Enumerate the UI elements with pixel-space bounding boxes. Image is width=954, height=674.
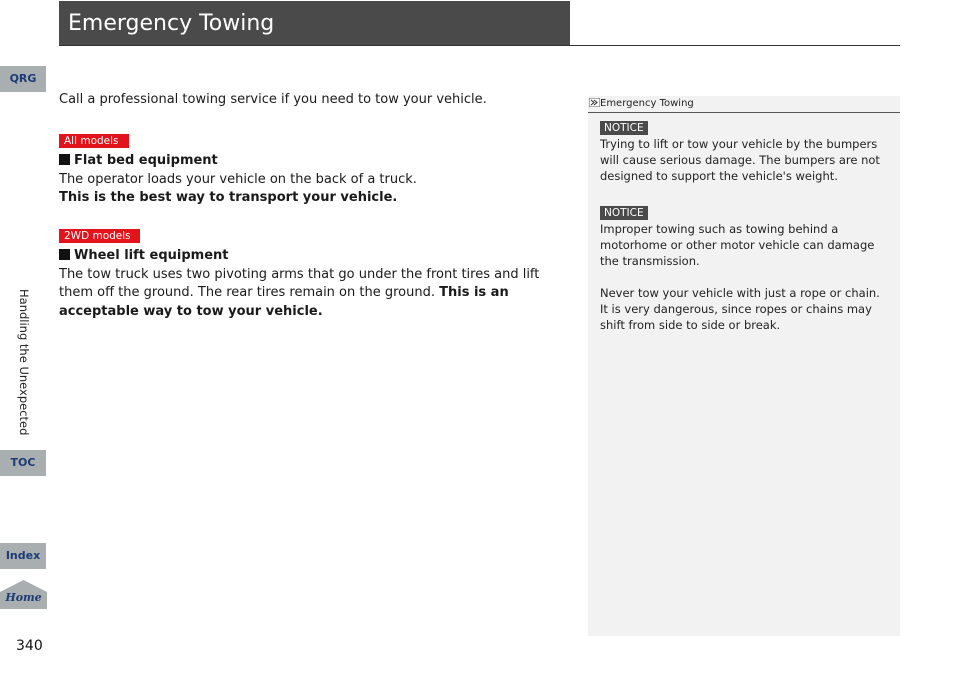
warning-rope-chain: Never tow your vehicle with just a rope or chain. [600,286,880,300]
notice-text-transmission: Improper towing such as towing behind a motorhome or other motor vehicle can damage the transmission. [600,222,875,268]
wheellift-heading: Wheel lift equipment [74,248,229,263]
wheellift-heading-line [59,247,571,266]
square-bullet-icon [59,154,70,165]
home-button[interactable] [0,579,47,609]
sidebar-body [600,119,892,333]
index-tab[interactable]: Index [0,543,46,569]
qrg-tab[interactable]: QRG [0,66,46,92]
sidebar-heading-text: Emergency Towing [600,98,694,109]
main-content [59,91,571,321]
flatbed-heading: Flat bed equipment [74,153,218,168]
section-label: Handling the Unexpected [17,289,31,436]
home-icon [0,579,47,609]
title-divider [59,45,900,46]
reference-arrow-icon [589,98,600,107]
warning-dangerous: It is very dangerous, since ropes or chains may shift from side to side or break. [600,302,872,332]
wheellift-text: The tow truck uses two pivoting arms that go under the front tires and lift them off the ground. The rear tires remain on the ground. [59,266,540,300]
notice-badge: NOTICE [600,121,648,135]
wheellift-emphasis: This is an acceptable way to tow your vehicle. [59,285,509,319]
2wd-models-badge: 2WD models [59,229,140,243]
page-title: Emergency Towing [59,1,570,46]
home-label: Home [5,591,42,604]
all-models-badge: All models [59,134,129,148]
flatbed-heading-line [59,152,571,171]
flatbed-text: The operator loads your vehicle on the back of a truck. [59,171,417,187]
page-number: 340 [16,638,43,654]
sidebar-heading [588,96,900,113]
intro-text: Call a professional towing service if you need to tow your vehicle. [59,92,487,107]
notice-text-bumpers: Trying to lift or tow your vehicle by the bumpers will cause serious damage. The bumpers are not designed to support the vehicle's weight. [600,137,880,183]
notice-badge: NOTICE [600,206,648,220]
wheellift-paragraph [59,266,571,322]
flatbed-emphasis: This is the best way to transport your vehicle. [59,190,398,205]
toc-tab[interactable]: TOC [0,450,46,476]
square-bullet-icon [59,249,70,260]
